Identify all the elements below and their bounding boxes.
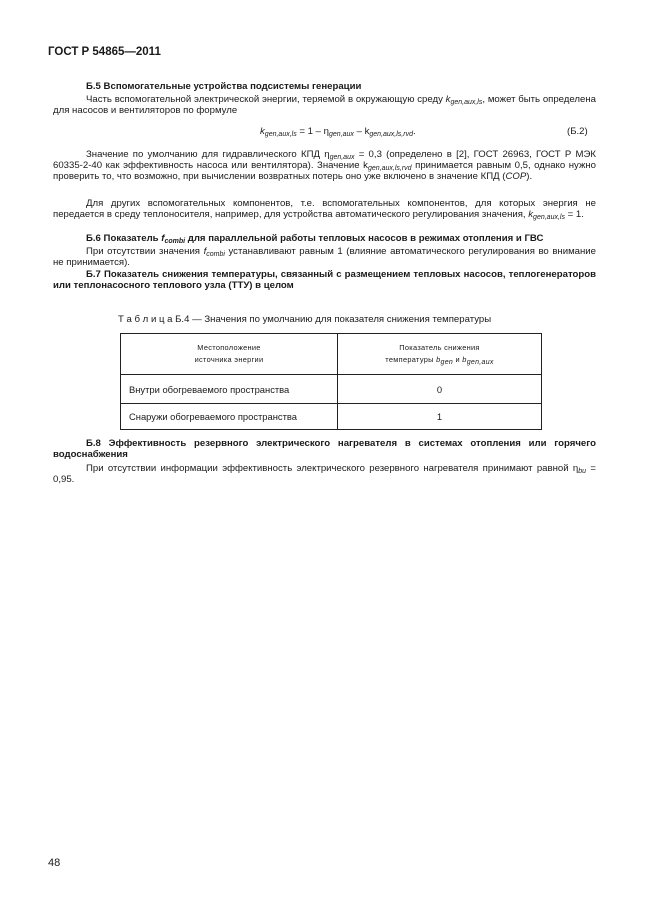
table-cell-location: Внутри обогреваемого пространства [121, 375, 338, 404]
document-header: ГОСТ Р 54865—2011 [48, 46, 161, 58]
table-cell-value: 0 [338, 375, 542, 404]
page-number: 48 [48, 857, 61, 869]
table-cell-value: 1 [338, 404, 542, 430]
table-row [121, 375, 542, 404]
table-header-location: Местоположение источника энергии [121, 334, 338, 375]
table-header-indicator: Показатель снижения температуры $b_{gen}$ и $b_{gen,aux}$ [338, 334, 542, 375]
section-b7-heading: Б.7 Показатель снижения температуры, связанный с размещением тепловых насосов, теплогенераторов или теплонасосного теплового узла (ТТУ) в целом [53, 269, 596, 291]
section-b8-heading: Б.8 Эффективность резервного электрического нагревателя в системах отопления или горячего водоснабжения [53, 438, 596, 460]
section-b8-paragraph: При отсутствии информации эффективность электрического резервного нагревателя принимают равной $\eta_{bu} = 0,95$. [53, 463, 596, 485]
formula-number: (Б.2) [567, 126, 588, 137]
table-row [121, 404, 542, 430]
formula-expression: $k_{gen,aux,ls} = 1 - \eta_{gen,aux} - k_{gen,aux,ls,rvd}$. [260, 126, 416, 138]
section-b6-heading: Б.6 Показатель $f_{combi}$ для параллельной работы тепловых насосов в режимах отопления и ГВС [86, 233, 544, 245]
table-caption: Т а б л и ц а Б.4 — Значения по умолчанию для показателя снижения температуры [118, 314, 492, 325]
section-b6-paragraph: При отсутствии значения $f_{combi}$ устанавливают равным 1 (влияние автоматического регулирования во внимание не принимается). [53, 246, 596, 268]
table-cell-location: Снаружи обогреваемого пространства [121, 404, 338, 430]
section-b5-paragraph-2: Значение по умолчанию для гидравлического КПД $\eta_{gen,aux} = 0,3$ (определено в [2], ГОСТ 26963, ГОСТ Р МЭК 60335-2-40 как эффективность насоса или вентилятора). Значение $k_{gen,aux,ls,rvd}$ принимается равным 0,5, однако нужно проверить то, что возможно, при вычислении возвратных потерь оно уже включено в значение КПД (COP). [53, 149, 597, 182]
section-b5-paragraph-3: Для других вспомогательных компонентов, т.е. вспомогательных компонентов, для которых энергия не передается в среду теплоносителя, например, для устройства автоматического регулирования значения, $k_{gen,aux,ls} = 1$. [53, 198, 596, 221]
section-b5-paragraph-1: Часть вспомогательной электрической энергии, теряемой в окружающую среду $k_{gen,aux,ls}$, может быть определена для насосов и вентиляторов по формуле [53, 94, 596, 116]
section-b5-heading: Б.5 Вспомогательные устройства подсистемы генерации [86, 81, 362, 92]
table-b4 [120, 333, 542, 430]
